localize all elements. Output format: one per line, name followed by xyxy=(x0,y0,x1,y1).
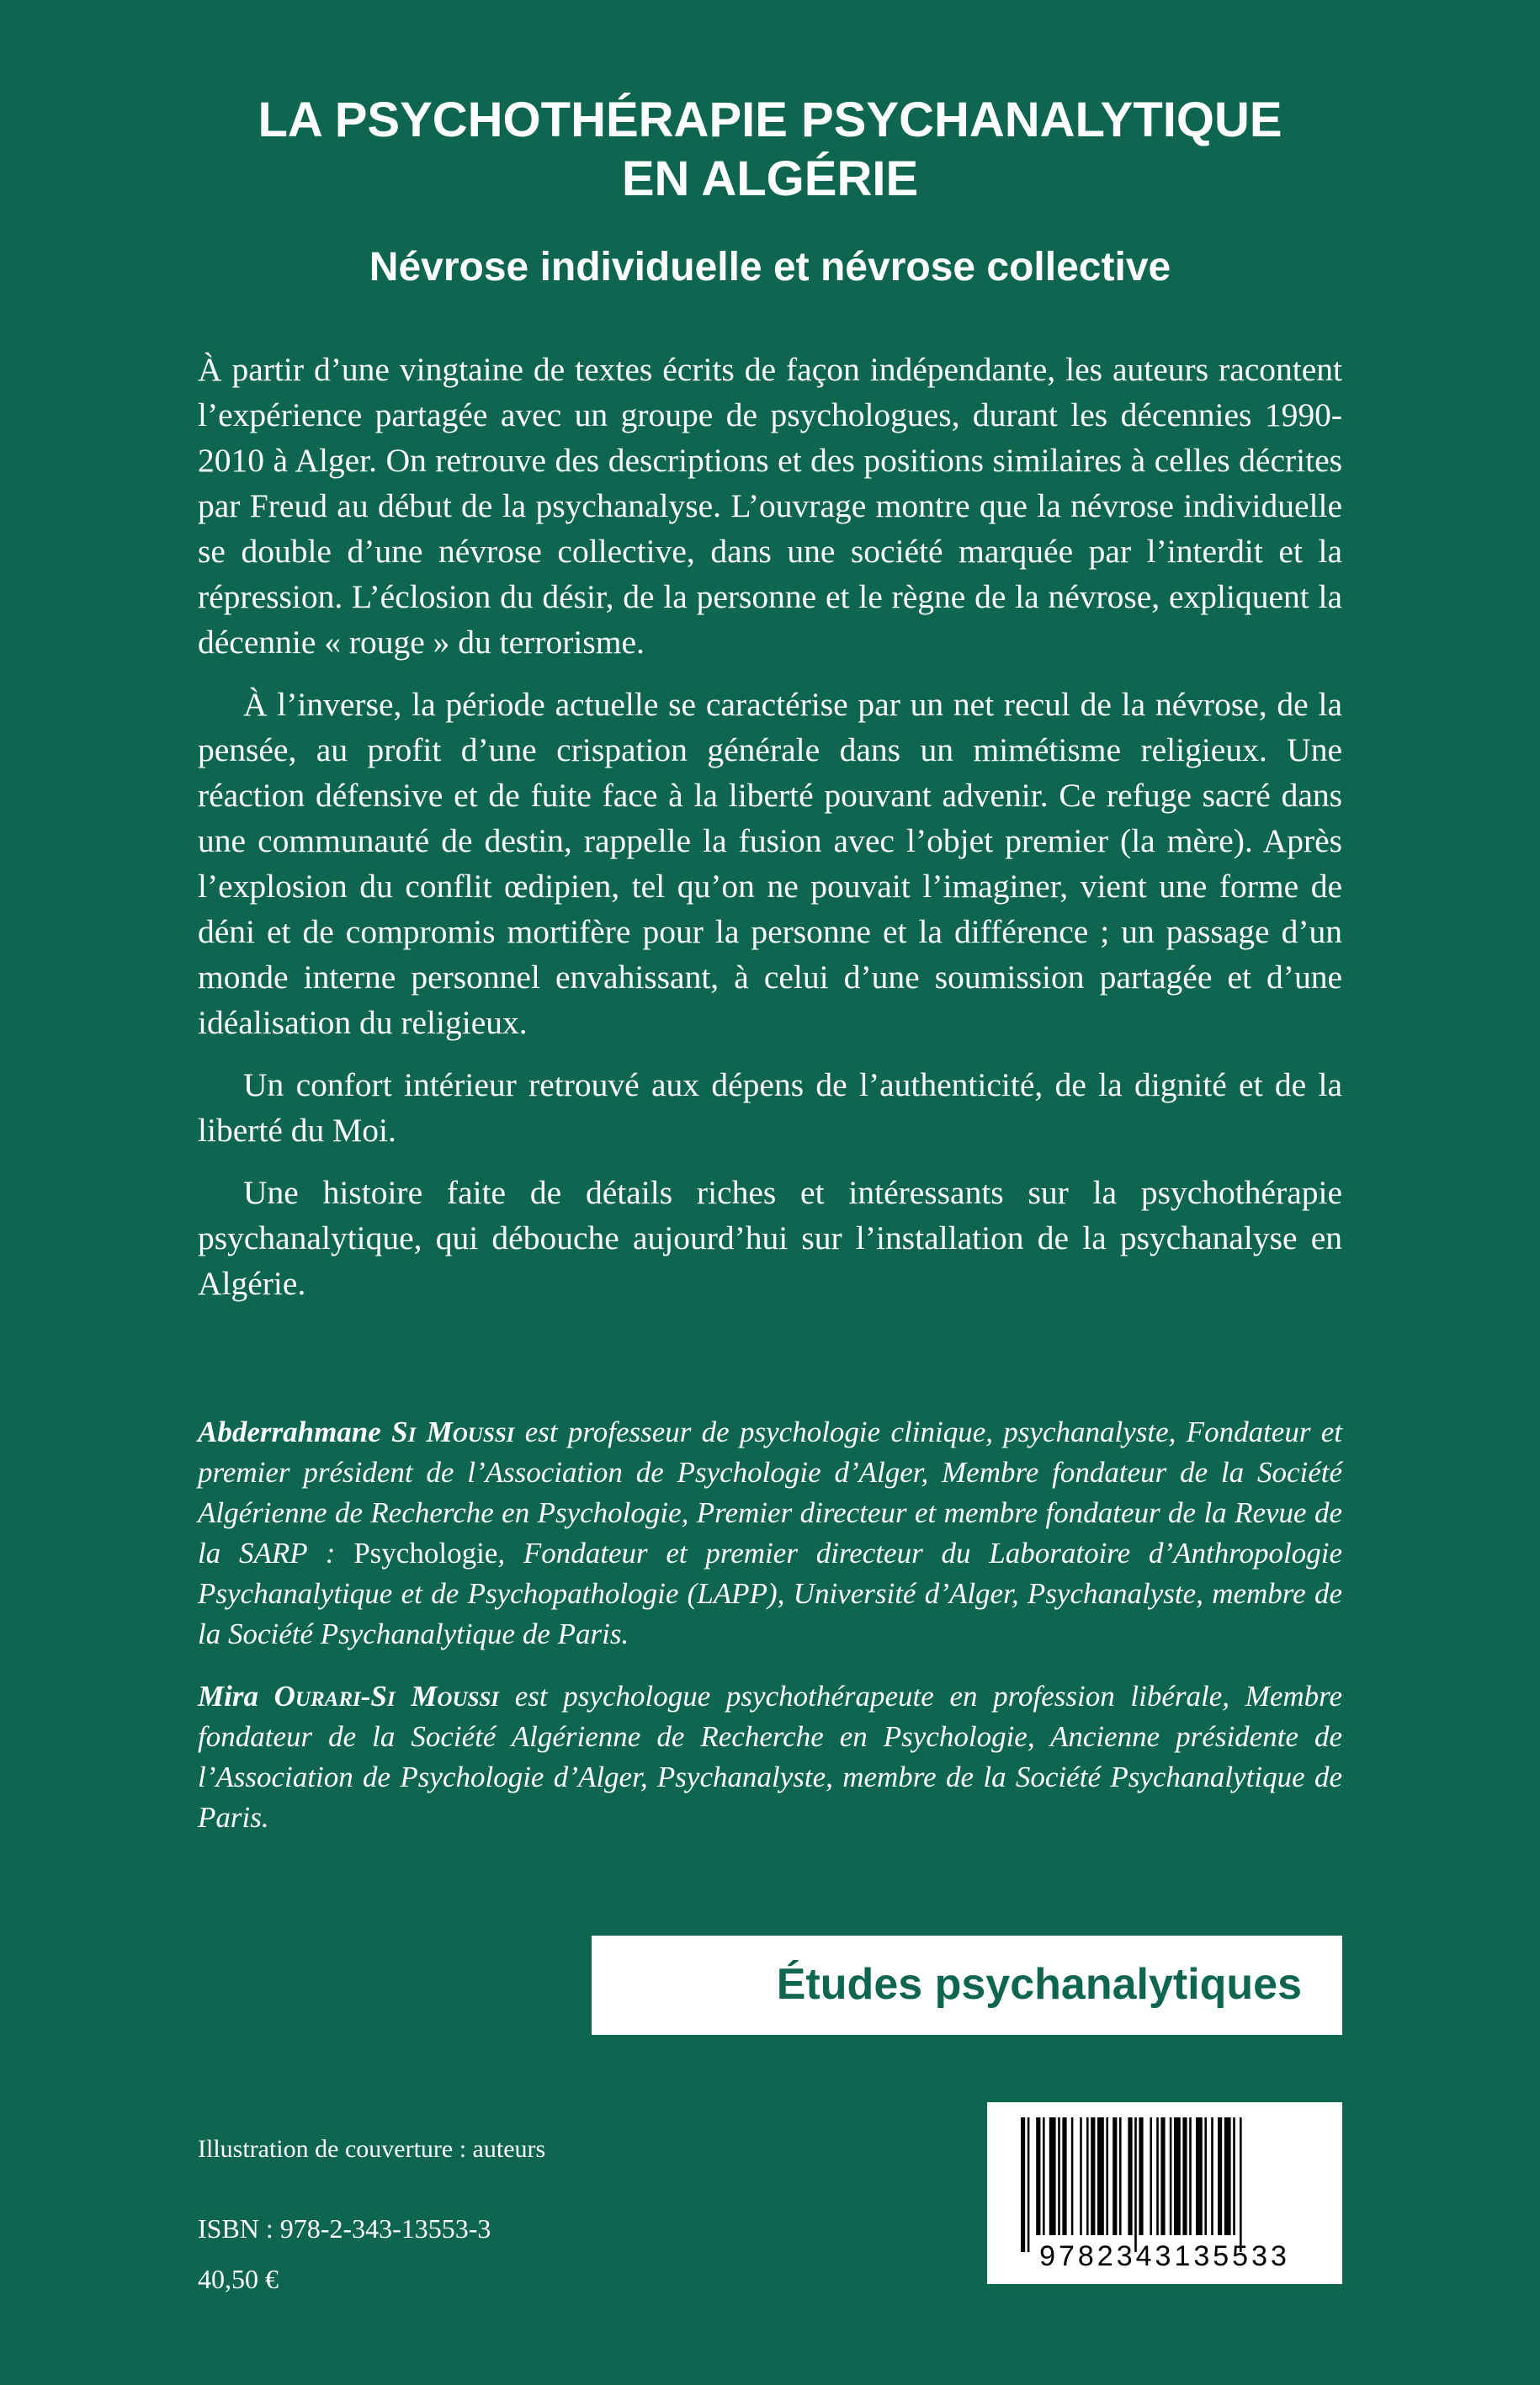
barcode-bar xyxy=(1160,2117,1165,2235)
barcode-bar xyxy=(1218,2117,1222,2235)
barcode-bar xyxy=(1021,2117,1025,2252)
price: 40,50 € xyxy=(198,2264,279,2294)
author-1-journal: Psychologie xyxy=(353,1537,498,1570)
barcode-bar xyxy=(1071,2117,1074,2235)
blurb-paragraph-3: Un confort intérieur retrouvé aux dépens de l’authenticité, de la dignité et de la liberté du Moi. xyxy=(198,1066,1342,1149)
barcode-bar xyxy=(1139,2117,1143,2235)
blurb-paragraph-4: Une histoire faite de détails riches et intéressants sur la psychothérapie psychanalytique, qui débouche aujourd’hui sur l’installation de la psychanalyse en Algérie. xyxy=(198,1174,1342,1302)
barcode-bar xyxy=(1170,2117,1172,2235)
author-2-last-name: Ourari-Si Moussi xyxy=(273,1680,500,1713)
barcode-bar xyxy=(1028,2117,1030,2252)
barcode-bar xyxy=(1128,2117,1132,2235)
author-bios xyxy=(198,1412,1342,1860)
barcode-bar xyxy=(1189,2117,1192,2235)
barcode-bar xyxy=(1062,2117,1066,2235)
barcode-bar xyxy=(1119,2117,1122,2235)
barcode-bar xyxy=(1224,2117,1231,2235)
barcode-bar xyxy=(1182,2117,1187,2235)
book-title xyxy=(0,91,1540,209)
barcode-bar xyxy=(1049,2117,1056,2235)
barcode-bar xyxy=(1240,2117,1242,2252)
blurb xyxy=(198,347,1342,1323)
book-title-line1: LA PSYCHOTHÉRAPIE PSYCHANALYTIQUE xyxy=(258,93,1282,147)
book-subtitle: Névrose individuelle et névrose collective xyxy=(369,245,1171,289)
barcode-bar xyxy=(1233,2117,1235,2235)
author-1-bio-text-b: , Fondateur et premier directeur du Laboratoire d’Anthropologie Psychanalytique et de Psychopathologie (LAPP), Université d’Alger, Psychanalyste, membre de la Société Psychanalytique de Paris. xyxy=(198,1537,1342,1650)
barcode-bar xyxy=(1058,2117,1060,2235)
barcode-bar xyxy=(1091,2117,1095,2235)
author-2-first-name: Mira xyxy=(198,1680,258,1713)
barcode-bar xyxy=(1134,2117,1137,2252)
barcode-bar xyxy=(1196,2117,1203,2235)
barcode-bar xyxy=(1156,2117,1159,2235)
author-bio-2 xyxy=(198,1676,1342,1838)
barcode-bar xyxy=(1204,2117,1207,2235)
barcode-bar xyxy=(1036,2117,1040,2235)
barcode-bar xyxy=(1113,2117,1117,2235)
barcode-bar xyxy=(1086,2117,1089,2235)
author-1-first-name: Abderrahmane xyxy=(198,1416,381,1448)
isbn: ISBN : 978-2-343-13553-3 xyxy=(198,2213,491,2244)
barcode-bar xyxy=(1043,2117,1045,2235)
author-1-last-name: Si Moussi xyxy=(391,1416,515,1448)
author-1-bio-text-a: est professeur de psychologie clinique, psychanalyste, Fondateur et premier président de l’Association de Psychologie d’Alger, Membre fondateur de la Société Algérienne de Recherche en Psychologie, Premier directeur et membre fondateur de la Revue de la SARP : xyxy=(198,1416,1343,1570)
blurb-paragraph-2: À l’inverse, la période actuelle se caractérise par un net recul de la névrose, de la pensée, au profit d’une crispation générale dans un mimétisme religieux. Une réaction défensive et de fuite face à la liberté pouvant advenir. Ce refuge sacré dans une communauté de destin, rappelle la fusion avec l’objet premier (la mère). Après l’explosion du conflit œdipien, tel qu’on ne pouvait l’imaginer, vient une forme de déni et de compromis mortifère pour la personne et la différence ; un passage d’un monde interne personnel envahissant, à celui d’une soumission partagée et d’une idéalisation du religieux. xyxy=(198,686,1342,1041)
blurb-paragraph-1: À partir d’une vingtaine de textes écrits de façon indépendante, les auteurs racontent l’expérience partagée avec un groupe de psychologues, durant les décennies 1990-2010 à Alger. On retrouve des descriptions et des positions similaires à celles décrites par Freud au début de la psychanalyse. L’ouvrage montre que la névrose individuelle se double d’une névrose collective, dans une société marquée par l’interdit et la répression. L’éclosion du désir, de la personne et le règne de la névrose, expliquent la décennie « rouge » du terrorisme. xyxy=(198,351,1342,661)
barcode-bar xyxy=(1150,2117,1152,2235)
barcode-bar xyxy=(1211,2117,1213,2235)
barcode-bar xyxy=(1080,2117,1082,2235)
barcode-bar xyxy=(1174,2117,1181,2235)
barcode-bar xyxy=(1106,2117,1108,2235)
book-title-line2: EN ALGÉRIE xyxy=(621,151,919,206)
barcode-digits: 9782343135533 xyxy=(1039,2240,1290,2272)
barcode-bar xyxy=(1097,2117,1104,2235)
cover-credit: Illustration de couverture : auteurs xyxy=(198,2135,546,2163)
series-band xyxy=(592,1936,1342,2035)
author-2-bio-text: est psychologue psychothérapeute en profession libérale, Membre fondateur de la Société Algérienne de Recherche en Psychologie, Ancienne présidente de l’Association de Psychologie d’Alger, Psychanalyste, membre de la Société Psychanalytique de Paris. xyxy=(198,1680,1343,1834)
barcode xyxy=(987,2102,1342,2284)
author-bio-1 xyxy=(198,1412,1342,1655)
series-label: Études psychanalytiques xyxy=(776,1960,1302,2009)
